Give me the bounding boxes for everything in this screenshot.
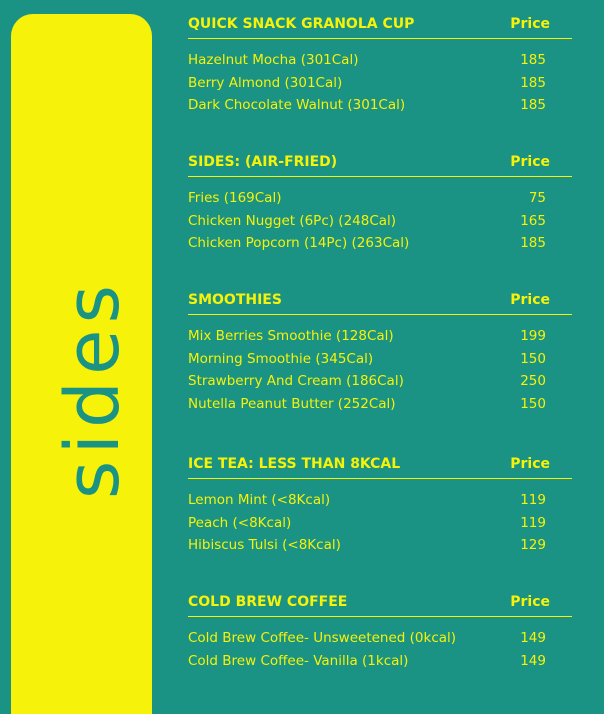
item-name: Cold Brew Coffee- Vanilla (1kcal) <box>188 652 409 669</box>
item-price: 75 <box>528 190 546 206</box>
menu-item <box>188 492 572 515</box>
menu-item <box>188 630 572 653</box>
item-list <box>188 630 572 675</box>
section-ice-tea <box>188 454 572 560</box>
section-title: QUICK SNACK GRANOLA CUP <box>188 16 415 32</box>
item-price: 185 <box>520 52 546 68</box>
item-price: 185 <box>520 235 546 251</box>
price-heading: Price <box>510 292 550 308</box>
menu-item <box>188 190 572 213</box>
item-price: 165 <box>520 212 546 229</box>
menu-item <box>188 653 572 676</box>
item-name: Peach (<8Kcal) <box>188 514 292 531</box>
price-heading: Price <box>510 16 550 32</box>
menu-item <box>188 396 572 419</box>
item-name: Fries (169Cal) <box>188 190 282 206</box>
menu-item <box>188 97 572 120</box>
item-name: Hibiscus Tulsi (<8Kcal) <box>188 537 341 553</box>
item-list <box>188 190 572 258</box>
item-name: Chicken Nugget (6Pc) (248Cal) <box>188 212 397 229</box>
section-header <box>188 152 572 177</box>
item-name: Dark Chocolate Walnut (301Cal) <box>188 97 406 113</box>
item-price: 119 <box>520 492 546 508</box>
section-title: ICE TEA: LESS THAN 8KCAL <box>188 456 401 472</box>
item-name: Morning Smoothie (345Cal) <box>188 350 374 367</box>
section-header <box>188 454 572 479</box>
item-price: 149 <box>520 652 546 669</box>
item-price: 185 <box>520 74 546 91</box>
item-list <box>188 492 572 560</box>
section-cold-brew <box>188 592 572 675</box>
item-name: Cold Brew Coffee- Unsweetened (0kcal) <box>188 630 457 646</box>
item-price: 119 <box>520 514 546 531</box>
item-name: Lemon Mint (<8Kcal) <box>188 492 331 508</box>
item-price: 129 <box>520 537 546 553</box>
item-name: Strawberry And Cream (186Cal) <box>188 373 404 389</box>
menu-item <box>188 373 572 396</box>
section-sides <box>188 152 572 258</box>
menu-item <box>188 213 572 236</box>
item-price: 150 <box>520 350 546 367</box>
section-title: COLD BREW COFFEE <box>188 594 348 610</box>
item-name: Nutella Peanut Butter (252Cal) <box>188 395 396 412</box>
item-list <box>188 52 572 120</box>
item-price: 185 <box>520 97 546 113</box>
section-header <box>188 290 572 315</box>
menu-item <box>188 52 572 75</box>
section-smoothies <box>188 290 572 418</box>
item-name: Hazelnut Mocha (301Cal) <box>188 52 359 68</box>
item-name: Mix Berries Smoothie (128Cal) <box>188 328 394 344</box>
item-price: 150 <box>520 395 546 412</box>
side-label: sides <box>50 278 136 500</box>
price-heading: Price <box>510 456 550 472</box>
item-price: 250 <box>520 373 546 389</box>
item-name: Berry Almond (301Cal) <box>188 74 343 91</box>
section-granola <box>188 14 572 120</box>
section-title: SMOOTHIES <box>188 292 282 308</box>
menu-item <box>188 235 572 258</box>
item-price: 199 <box>520 328 546 344</box>
price-heading: Price <box>510 154 550 170</box>
section-header <box>188 592 572 617</box>
menu-item <box>188 351 572 374</box>
side-panel <box>11 14 152 714</box>
item-list <box>188 328 572 418</box>
item-price: 149 <box>520 630 546 646</box>
section-header <box>188 14 572 39</box>
menu-item <box>188 328 572 351</box>
item-name: Chicken Popcorn (14Pc) (263Cal) <box>188 235 410 251</box>
menu-item <box>188 537 572 560</box>
price-heading: Price <box>510 594 550 610</box>
section-title: SIDES: (AIR-FRIED) <box>188 154 338 170</box>
menu-item <box>188 75 572 98</box>
menu-item <box>188 515 572 538</box>
